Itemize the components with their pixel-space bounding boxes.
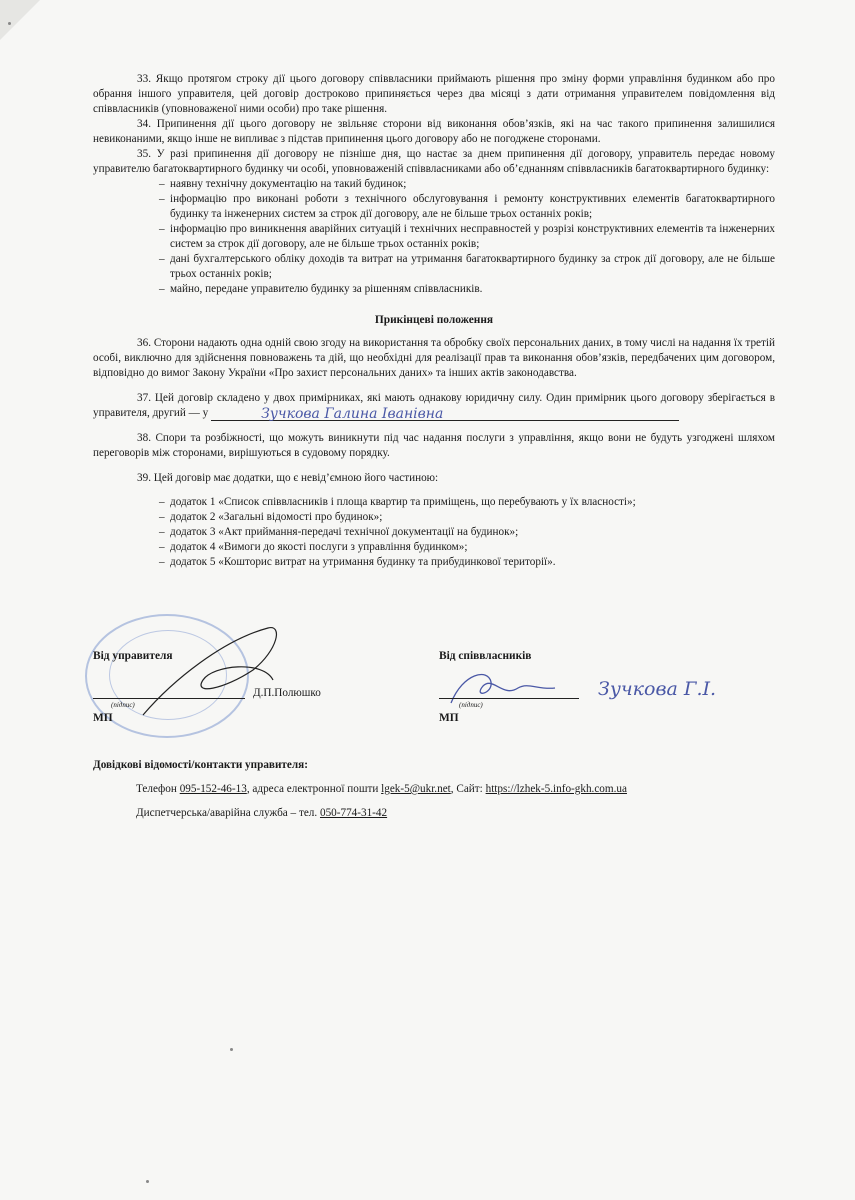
manager-signature-scribble xyxy=(133,620,283,730)
site-link[interactable]: https://lzhek-5.info-gkh.com.ua xyxy=(485,783,627,795)
contract-body xyxy=(93,72,775,570)
dispatch-phone-link[interactable]: 050-774-31-42 xyxy=(319,807,388,819)
manager-name: Д.П.Полюшко xyxy=(253,687,321,699)
owners-signature-caption: (підпис) xyxy=(459,701,483,709)
paragraph-35-list xyxy=(93,177,775,297)
owner-name-field xyxy=(211,406,679,421)
owners-signature-line xyxy=(439,697,579,699)
phone-link[interactable]: 095-152-46-13 xyxy=(179,783,247,795)
dispatch-label: Диспетчерська/аварійна служба – тел. xyxy=(136,807,320,819)
scan-speck xyxy=(230,1048,233,1051)
scan-speck xyxy=(146,1180,149,1183)
list-item: – додаток 5 «Кошторис витрат на утримання будинку та прибудинкової території». xyxy=(93,555,775,570)
handwritten-owner-short-name: Зучкова Г.І. xyxy=(598,678,717,700)
contacts-row xyxy=(93,782,793,797)
paragraph-33: 33. Якщо протягом строку дії цього договору співвласники приймають рішення про зміну форми управління будинком або про обрання іншого управителя, цей договір достроково припиняється через два місяці з дати отримання управителем повідомлення від співвласників (уповноваженої ними особи) про таке рішення. xyxy=(93,73,775,115)
folded-corner xyxy=(0,0,40,40)
paragraph-34: 34. Припинення дії цього договору не звільняє сторони від виконання обов’язків, які на час такого припинення залишилися невиконаними, якщо інше не випливає з підстав припинення цього договору або не погоджене сторонами. xyxy=(93,118,775,145)
handwritten-owner-name: Зучкова Галина Іванівна xyxy=(261,406,444,422)
site-label: , Сайт: xyxy=(450,783,486,795)
signatures-block xyxy=(93,640,793,750)
email-link[interactable]: lgek-5@ukr.net xyxy=(381,783,451,795)
paragraph-39: 39. Цей договір має додатки, що є невід’ємною його частиною: xyxy=(137,472,439,484)
paragraph-36: 36. Сторони надають одна одній свою згоду на використання та обробку своїх персональних даних, в тому числі на надання їх третій особі, виключно для здійснення повноважень та дій, що необхідні для реалізації прав та виконання обов’язків, передбачених цим договором, відповідно до вимог Закону України «Про захист персональних даних» та інших актів законодавства. xyxy=(93,337,775,379)
list-item: – додаток 2 «Загальні відомості про будинок»; xyxy=(93,510,775,525)
list-item: – додаток 3 «Акт приймання-передачі технічної документації на будинок»; xyxy=(93,525,775,540)
manager-label: Від управителя xyxy=(93,650,173,662)
list-item: – майно, передане управителю будинку за рішенням співвласників. xyxy=(93,282,775,297)
manager-signature-line xyxy=(93,697,245,699)
scan-speck xyxy=(8,22,11,25)
contacts-title: Довідкові відомості/контакти управителя: xyxy=(93,759,308,771)
list-item: – дані бухгалтерського обліку доходів та витрат на утримання багатоквартирного будинку за строк дії договору, але не більше трьох останніх років; xyxy=(93,252,775,282)
owners-mp: МП xyxy=(439,712,459,724)
section-title: Прикінцеві положення xyxy=(374,314,494,326)
paragraph-37 xyxy=(93,391,775,421)
email-label: , адреса електронної пошти xyxy=(246,783,382,795)
list-item: – інформацію про виконані роботи з технічного обслуговування і ремонту конструктивних елементів багатоквартирного будинку та інженерних систем за строк дії договору, але не більше трьох останніх років; xyxy=(93,192,775,222)
paragraph-38: 38. Спори та розбіжності, що можуть виникнути під час надання послуги з управління, якщо вони не будуть узгоджені шляхом переговорів між сторонами, вирішуються в судовому порядку. xyxy=(93,432,775,459)
manager-signature-caption: (підпис) xyxy=(111,701,135,709)
phone-label: Телефон xyxy=(136,783,180,795)
list-item: – додаток 1 «Список співвласників і площа квартир та приміщень, що перебувають у їх власності»; xyxy=(93,495,775,510)
paragraph-37-text: 37. Цей договір складено у двох примірниках, які мають однакову юридичну силу. Один примірник цього договору зберігається в управителя, другий — у xyxy=(93,392,775,419)
list-item: – додаток 4 «Вимоги до якості послуги з управління будинком»; xyxy=(93,540,775,555)
contacts-block xyxy=(93,758,793,821)
paragraph-35: 35. У разі припинення дії договору не пізніше дня, що настає за днем припинення дії договору, управитель передає новому управителю багатоквартирного будинку чи особі, уповноваженій співвласниками або об’єднанням співвласників багатоквартирного будинку: xyxy=(93,148,775,175)
dispatch-row xyxy=(93,806,793,821)
list-item: – наявну технічну документацію на такий будинок; xyxy=(93,177,775,192)
list-item: – інформацію про виникнення аварійних ситуацій і технічних несправностей у розрізі конструктивних елементів та інженерних систем за строк дії договору, але не більше трьох останніх років; xyxy=(93,222,775,252)
attachments-list xyxy=(93,495,775,570)
manager-mp: МП xyxy=(93,712,113,724)
owners-label: Від співвласників xyxy=(439,650,532,662)
